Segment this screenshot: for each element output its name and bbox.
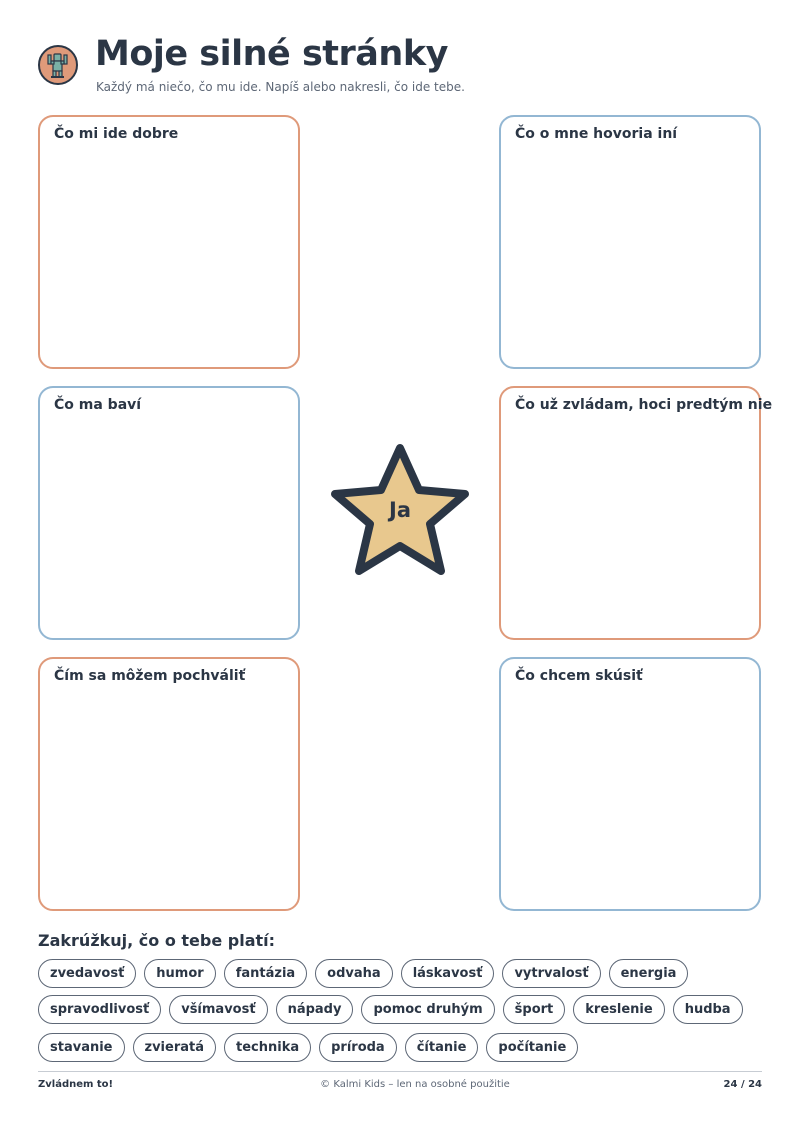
tag[interactable]: láskavosť	[401, 959, 495, 988]
tag[interactable]: čítanie	[405, 1033, 479, 1062]
footer-divider	[38, 1071, 762, 1072]
tag[interactable]: zvieratá	[133, 1033, 216, 1062]
footer-copyright: © Kalmi Kids – len na osobné použitie	[320, 1079, 510, 1090]
tag[interactable]: kreslenie	[573, 995, 664, 1024]
box-label: Čo mi ide dobre	[54, 126, 179, 142]
tag[interactable]: energia	[609, 959, 689, 988]
box-label: Čím sa môžem pochváliť	[54, 668, 246, 684]
tag[interactable]: spravodlivosť	[38, 995, 161, 1024]
tag[interactable]: humor	[144, 959, 215, 988]
tag[interactable]: zvedavosť	[38, 959, 136, 988]
box-label: Čo ma baví	[54, 397, 142, 413]
tag[interactable]: všímavosť	[169, 995, 267, 1024]
tag-row	[38, 995, 743, 1024]
strong-child-icon	[38, 45, 78, 85]
tag[interactable]: vytrvalosť	[502, 959, 600, 988]
page-title: Moje silné stránky	[95, 34, 448, 74]
box-what-i-enjoy[interactable]	[38, 386, 300, 640]
tag[interactable]: príroda	[319, 1033, 397, 1062]
tag[interactable]: nápady	[276, 995, 354, 1024]
page-subtitle: Každý má niečo, čo mu ide. Napíš alebo nakresli, čo ide tebe.	[96, 80, 465, 94]
box-what-i-can-be-proud-of[interactable]	[38, 657, 300, 911]
box-label: Čo chcem skúsiť	[515, 668, 643, 684]
box-label: Čo o mne hovoria iní	[515, 126, 678, 142]
tag[interactable]: technika	[224, 1033, 311, 1062]
box-what-i-can-now[interactable]	[499, 386, 773, 640]
box-label: Čo už zvládam, hoci predtým nie	[515, 397, 773, 413]
footer-brand: Zvládnem to!	[38, 1079, 114, 1090]
box-what-others-say[interactable]	[499, 115, 761, 369]
tag[interactable]: počítanie	[486, 1033, 578, 1062]
center-star	[325, 440, 475, 582]
box-what-i-do-well[interactable]	[38, 115, 300, 369]
tag-row	[38, 1033, 578, 1062]
tags-title: Zakrúžkuj, čo o tebe platí:	[38, 931, 276, 950]
tag[interactable]: fantázia	[224, 959, 307, 988]
box-what-i-want-to-try[interactable]	[499, 657, 761, 911]
tag[interactable]: šport	[503, 995, 566, 1024]
star-label: Ja	[389, 498, 411, 522]
tag[interactable]: odvaha	[315, 959, 393, 988]
tag[interactable]: hudba	[673, 995, 743, 1024]
tag[interactable]: stavanie	[38, 1033, 125, 1062]
tag[interactable]: pomoc druhým	[361, 995, 494, 1024]
tag-row	[38, 959, 688, 988]
page-number: 24 / 24	[723, 1079, 762, 1090]
